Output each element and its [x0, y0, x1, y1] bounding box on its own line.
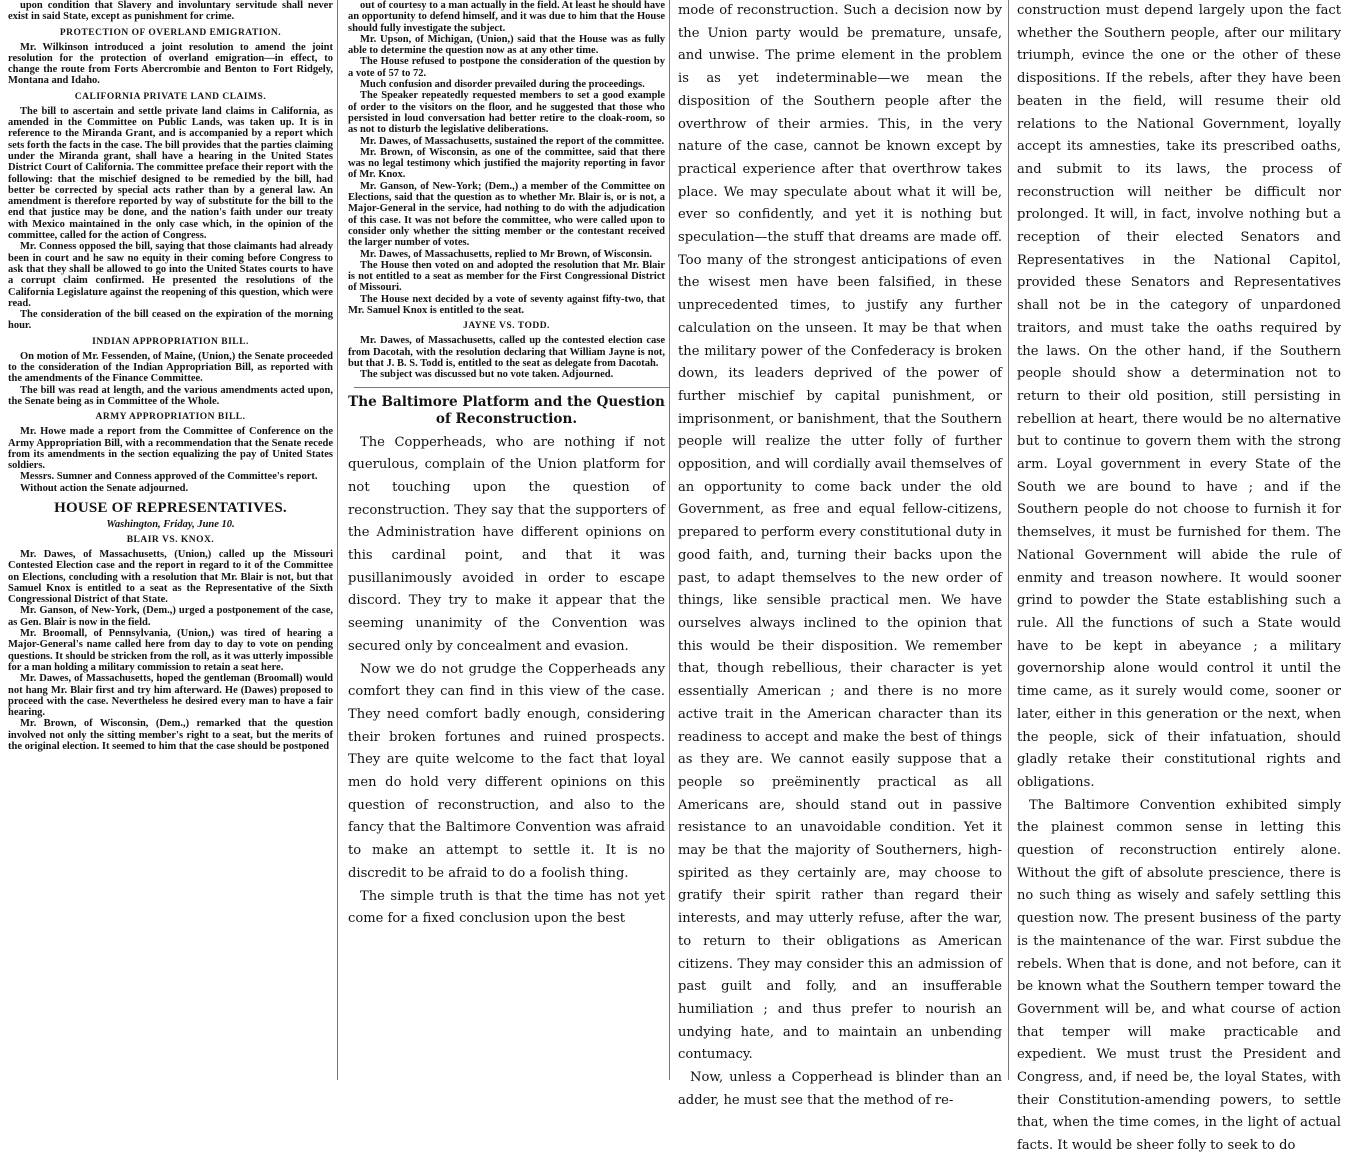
paragraph: mode of reconstruction. Such a decision now by the Union party would be premature, unsafe, and unwise. The prime element in the problem is as yet indeterminable—we mean the disposition of the Southern people after the overthrow of their armies. This, in the very nature of the case, cannot be known except by practical experience after that overthrow takes place. We may speculate about what it will be, ever so confidently, and yet it is nothing but speculation—the stuff that dreams are made off. Too many of the strongest anticipations of even the wisest men have been falsified, in these unprecedented times, to justify any further calculation on the unseen. It may be that when the military power of the Confederacy is broken down, its leaders deprived of the power of further mischief by capital punishment, or imprisonment, or banishment, that the Southern people will realize the utter folly of further opposition, and will cordially avail themselves of an opportunity to come back under the old Government, as free and equal fellow-citizens, prepared to perform every constitutional duty in good faith, and, turning their backs upon the past, to adapt themselves to the new order of things, like sensible practical men. We have ourselves always inclined to the opinion that this would be their disposition. We remember that, though rebellious, their character is yet essentially American ; and there is no more active trait in the American character than its readiness to accept and make the best of things as they are. We cannot easily suppose that a people so preëminently practical as all Americans are, should stand out in passive resistance to an unavoidable condition. Yet it may be that the majority of Southerners, high-spirited as they certainly are, may choose to gratify their spirit rather than regard their interests, and may utterly refuse, after the war, to return to their obligations as American citizens. They may consider this an admission of past guilt and folly, and an insufferable humiliation ; and thus prefer to nourish an undying hate, and to maintain an unbending contumacy.: [678, 3, 1002, 1063]
column-editorial-continued: [672, 0, 1006, 1108]
editorial-start: [348, 394, 665, 931]
section-heading: ARMY APPROPRIATION BILL.: [95, 412, 246, 423]
paragraph: Mr. Dawes, of Massachusetts, called up the contested election case from Dacotah, with the resolution declaring that William Jayne is not, but that J. B. S. Todd is, entitled to the seat as delegate from Dacotah.: [348, 335, 665, 369]
editorial-headline: The Baltimore Platform and the Question of Reconstruction.: [348, 393, 665, 427]
paragraph: Mr. Broomall, of Pennsylvania, (Union,) was tired of hearing a Major-General's name called here from day to day to vote on pending questions. It should be stricken from the roll, as it was utterly impossible for a man holding a military commission to retain a seat here.: [8, 628, 333, 673]
section-heading: PROTECTION OF OVERLAND EMIGRATION.: [59, 27, 282, 38]
paragraph: On motion of Mr. Fessenden, of Maine, (Union,) the Senate proceeded to the consideration of the Indian Appropriation Bill, as reported with the amendments of the Finance Committee.: [8, 350, 333, 385]
dateline: Washington, Friday, June 10.: [106, 518, 235, 530]
paragraph: The Baltimore Convention exhibited simply the plainest common sense in letting this question of reconstruction entirely alone. Without the gift of absolute prescience, there is no such thing as wisely and safely settling this question now. The present business of the party is the maintenance of the war. First subdue the rebels. When that is done, and not before, can it be known what the Southern temper toward the Government will be, and what course of action that temper will make practicable and expedient. We must trust the President and Congress, and, if need be, the loyal States, with their Constitution-amending powers, to settle that, when the time comes, in the light of actual facts. It would be sheer folly to seek to do: [1017, 797, 1341, 1154]
column-editorial-conclusion: [1011, 0, 1345, 1154]
paragraph: Mr. Dawes, of Massachusetts, hoped the gentleman (Broomall) would not hang Mr. Blair first and try him afterward. He (Dawes) proposed to proceed with the case. Nevertheless he desired every man to have a fair hearing.: [8, 673, 333, 719]
paragraph: upon condition that Slavery and involuntary servitude shall never exist in said State, except as punishment for crime.: [8, 0, 333, 23]
column-rule: [337, 0, 338, 1080]
paragraph: Mr. Brown, of Wisconsin, as one of the committee, said that there was no legal testimony which justified the majority reporting in favor of Mr. Knox.: [348, 146, 665, 181]
paragraph: construction must depend largely upon the fact whether the Southern people, after our military triumph, evince the one or the other of these dispositions. If the rebels, after they have been beaten in the field, will resume their old relations to the National Government, loyally accept its amnesties, take its prescribed oaths, and submit to its laws, the process of reconstruction will neither be difficult nor prolonged. It will, in fact, involve nothing but a reception of their elected Senators and Representatives in the National Capitol, provided these Senators and Representatives shall not be in the category of unpardoned traitors, and must take the oaths required by the laws. On the other hand, if the Southern people should show a determination not to return to their old position, still persisting in rebellion at heart, there would be no alternative but to continue to govern them with the strong arm. Loyal government in every State of the South we are bound to have ; and if the Southern people do not choose to furnish it for themselves, it must be furnished for them. The National Government will abide the rule of enmity and treason nowhere. It would sooner grind to powder the State establishing such a rule. All the functions of such a State would have to be kept in abeyance ; a military governorship alone would control it until the time came, as it surely would come, sooner or later, either in this generation or the next, when the people, sick of their infatuation, should gladly retake their constitutional rights and obligations.: [1017, 3, 1341, 790]
paragraph: Mr. Ganson, of New-York, (Dem.,) urged a postponement of the case, as Gen. Blair is now in the field.: [8, 605, 333, 628]
paragraph: Mr. Ganson, of New-York; (Dem.,) a member of the Committee on Elections, said that the question as to whether Mr. Blair is, or is not, a Major-General in the service, had nothing to do with the adjudication of this case. It was not before the committee, who were called upon to consider only whether the sitting member or the contestant received the larger number of votes.: [348, 180, 665, 249]
paragraph: The Copperheads, who are nothing if not querulous, complain of the Union platform for not touching upon the question of reconstruction. They say that the supporters of the Administration have different opinions on this cardinal point, and that it was pusillanimously avoided in order to escape discord. They try to make it appear that the seeming unanimity of the Convention was secured only by concealment and evasion.: [348, 434, 665, 654]
column-rule: [669, 0, 670, 1080]
paragraph: The House next decided by a vote of seventy against fifty-two, that Mr. Samuel Knox is entitled to the seat.: [348, 293, 665, 317]
section-heading: INDIAN APPROPRIATION BILL.: [92, 336, 249, 347]
section-heading: JAYNE VS. TODD.: [463, 321, 550, 332]
section-heading: BLAIR VS. KNOX.: [126, 534, 215, 545]
column-senate-proceedings: [2, 0, 336, 1080]
paragraph: Mr. Wilkinson introduced a joint resolution to amend the joint resolution for the protection of overland emigration—in effect, to change the route from Forts Abercrombie and Benton to Fort Ridgely, Montana and Idaho.: [8, 41, 333, 87]
paragraph: The Speaker repeatedly requested members to set a good example of order to the visitors on the floor, and he suggested that those who persisted in loud conversation had better retire to the cloak-room, so as not to disturb the legislative deliberations.: [348, 90, 665, 136]
paragraph: Mr. Dawes, of Massachusetts, replied to Mr Brown, of Wisconsin.: [360, 248, 653, 260]
paragraph: Now we do not grudge the Copperheads any comfort they can find in this view of the case. They need comfort badly enough, considering their broken fortunes and ruined prospects. They are quite welcome to the fact that loyal men do hold very different opinions on this question of reconstruction, and also to the fancy that the Baltimore Convention was afraid to make an attempt to settle it. It is no discredit to be afraid to do a foolish thing.: [348, 661, 665, 881]
house-heading: HOUSE OF REPRESENTATIVES.: [54, 499, 287, 516]
paragraph: Mr. Brown, of Wisconsin, (Dem.,) remarked that the question involved not only the sitting member's right to a seat, but the merits of the original election. It seemed to him that the case should be postponed: [8, 718, 333, 753]
paragraph: The consideration of the bill ceased on the expiration of the morning hour.: [8, 309, 333, 332]
paragraph: The subject was discussed but no vote taken. Adjourned.: [360, 369, 614, 381]
paragraph: Now, unless a Copperhead is blinder than an adder, he must see that the method of re-: [678, 1070, 1002, 1108]
paragraph: The House then voted on and adopted the resolution that Mr. Blair is not entitled to a seat as member for the First Congressional District of Missouri.: [348, 259, 665, 294]
paragraph: out of courtesy to a man actually in the field. At least he should have an opportunity to defend himself, and it was due to him that the House should fully investigate the subject.: [348, 0, 665, 34]
section-rule: [354, 387, 670, 388]
paragraph: Without action the Senate adjourned.: [20, 482, 189, 494]
column-house-proceedings: [340, 0, 668, 1080]
paragraph: Mr. Dawes, of Massachusetts, sustained the report of the committee.: [360, 135, 665, 147]
column-rule: [1008, 0, 1009, 1080]
paragraph: The House refused to postpone the consideration of the question by a vote of 57 to 72.: [348, 56, 665, 79]
paragraph: The simple truth is that the time has not yet come for a fixed conclusion upon the best: [348, 888, 665, 927]
paragraph: Much confusion and disorder prevailed during the proceedings.: [360, 79, 645, 91]
paragraph: Mr. Howe made a report from the Committee of Conference on the Army Appropriation Bill, with a recommendation that the Senate recede from its amendments in the section equalizing the pay of United States soldiers.: [8, 426, 333, 472]
section-heading: CALIFORNIA PRIVATE LAND CLAIMS.: [74, 91, 267, 102]
paragraph: The bill to ascertain and settle private land claims in California, as amended in the Committee on Public Lands, was taken up. It is in reference to the Miranda Grant, and is accompanied by a report which sets forth the facts in the case. The bill provides that the parties claiming under the Miranda grant, shall have a hearing in the United States District Court of California. The committee preface their report with the following: that the mischief designed to be remedied by the bill, had better be corrected by special acts rather than by a general law. An amendment is therefore reported by way of substitute for the bill to the end that justice may be done, and the nation's faith under our treaty with Mexico maintained in the only case which, in the opinion of the committee, called for the action of Congress.: [8, 105, 333, 242]
paragraph: The bill was read at length, and the various amendments acted upon, the Senate being as in Committee of the Whole.: [8, 384, 333, 407]
paragraph: Mr. Upson, of Michigan, (Union,) said that the House was as fully able to determine the question now as at any other time.: [348, 33, 665, 57]
house-report: [348, 0, 665, 381]
paragraph: Mr. Conness opposed the bill, saying that those claimants had already been in court and he saw no equity in their coming before Congress to ask that they shall be allowed to go into the United States courts to have a corrupt claim confirmed. He presented the resolutions of the California Legislature against the reopening of this question, which were read.: [8, 241, 333, 309]
paragraph: Messrs. Sumner and Conness approved of the Committee's report.: [20, 471, 318, 483]
paragraph: Mr. Dawes, of Massachusetts, (Union,) called up the Missouri Contested Election case and the report in regard to it of the Committee on Elections, concluding with a resolution that Mr. Blair is not, but that Samuel Knox is entitled to a seat as the Representative of the Sixth Congressional District of that State.: [8, 548, 333, 606]
